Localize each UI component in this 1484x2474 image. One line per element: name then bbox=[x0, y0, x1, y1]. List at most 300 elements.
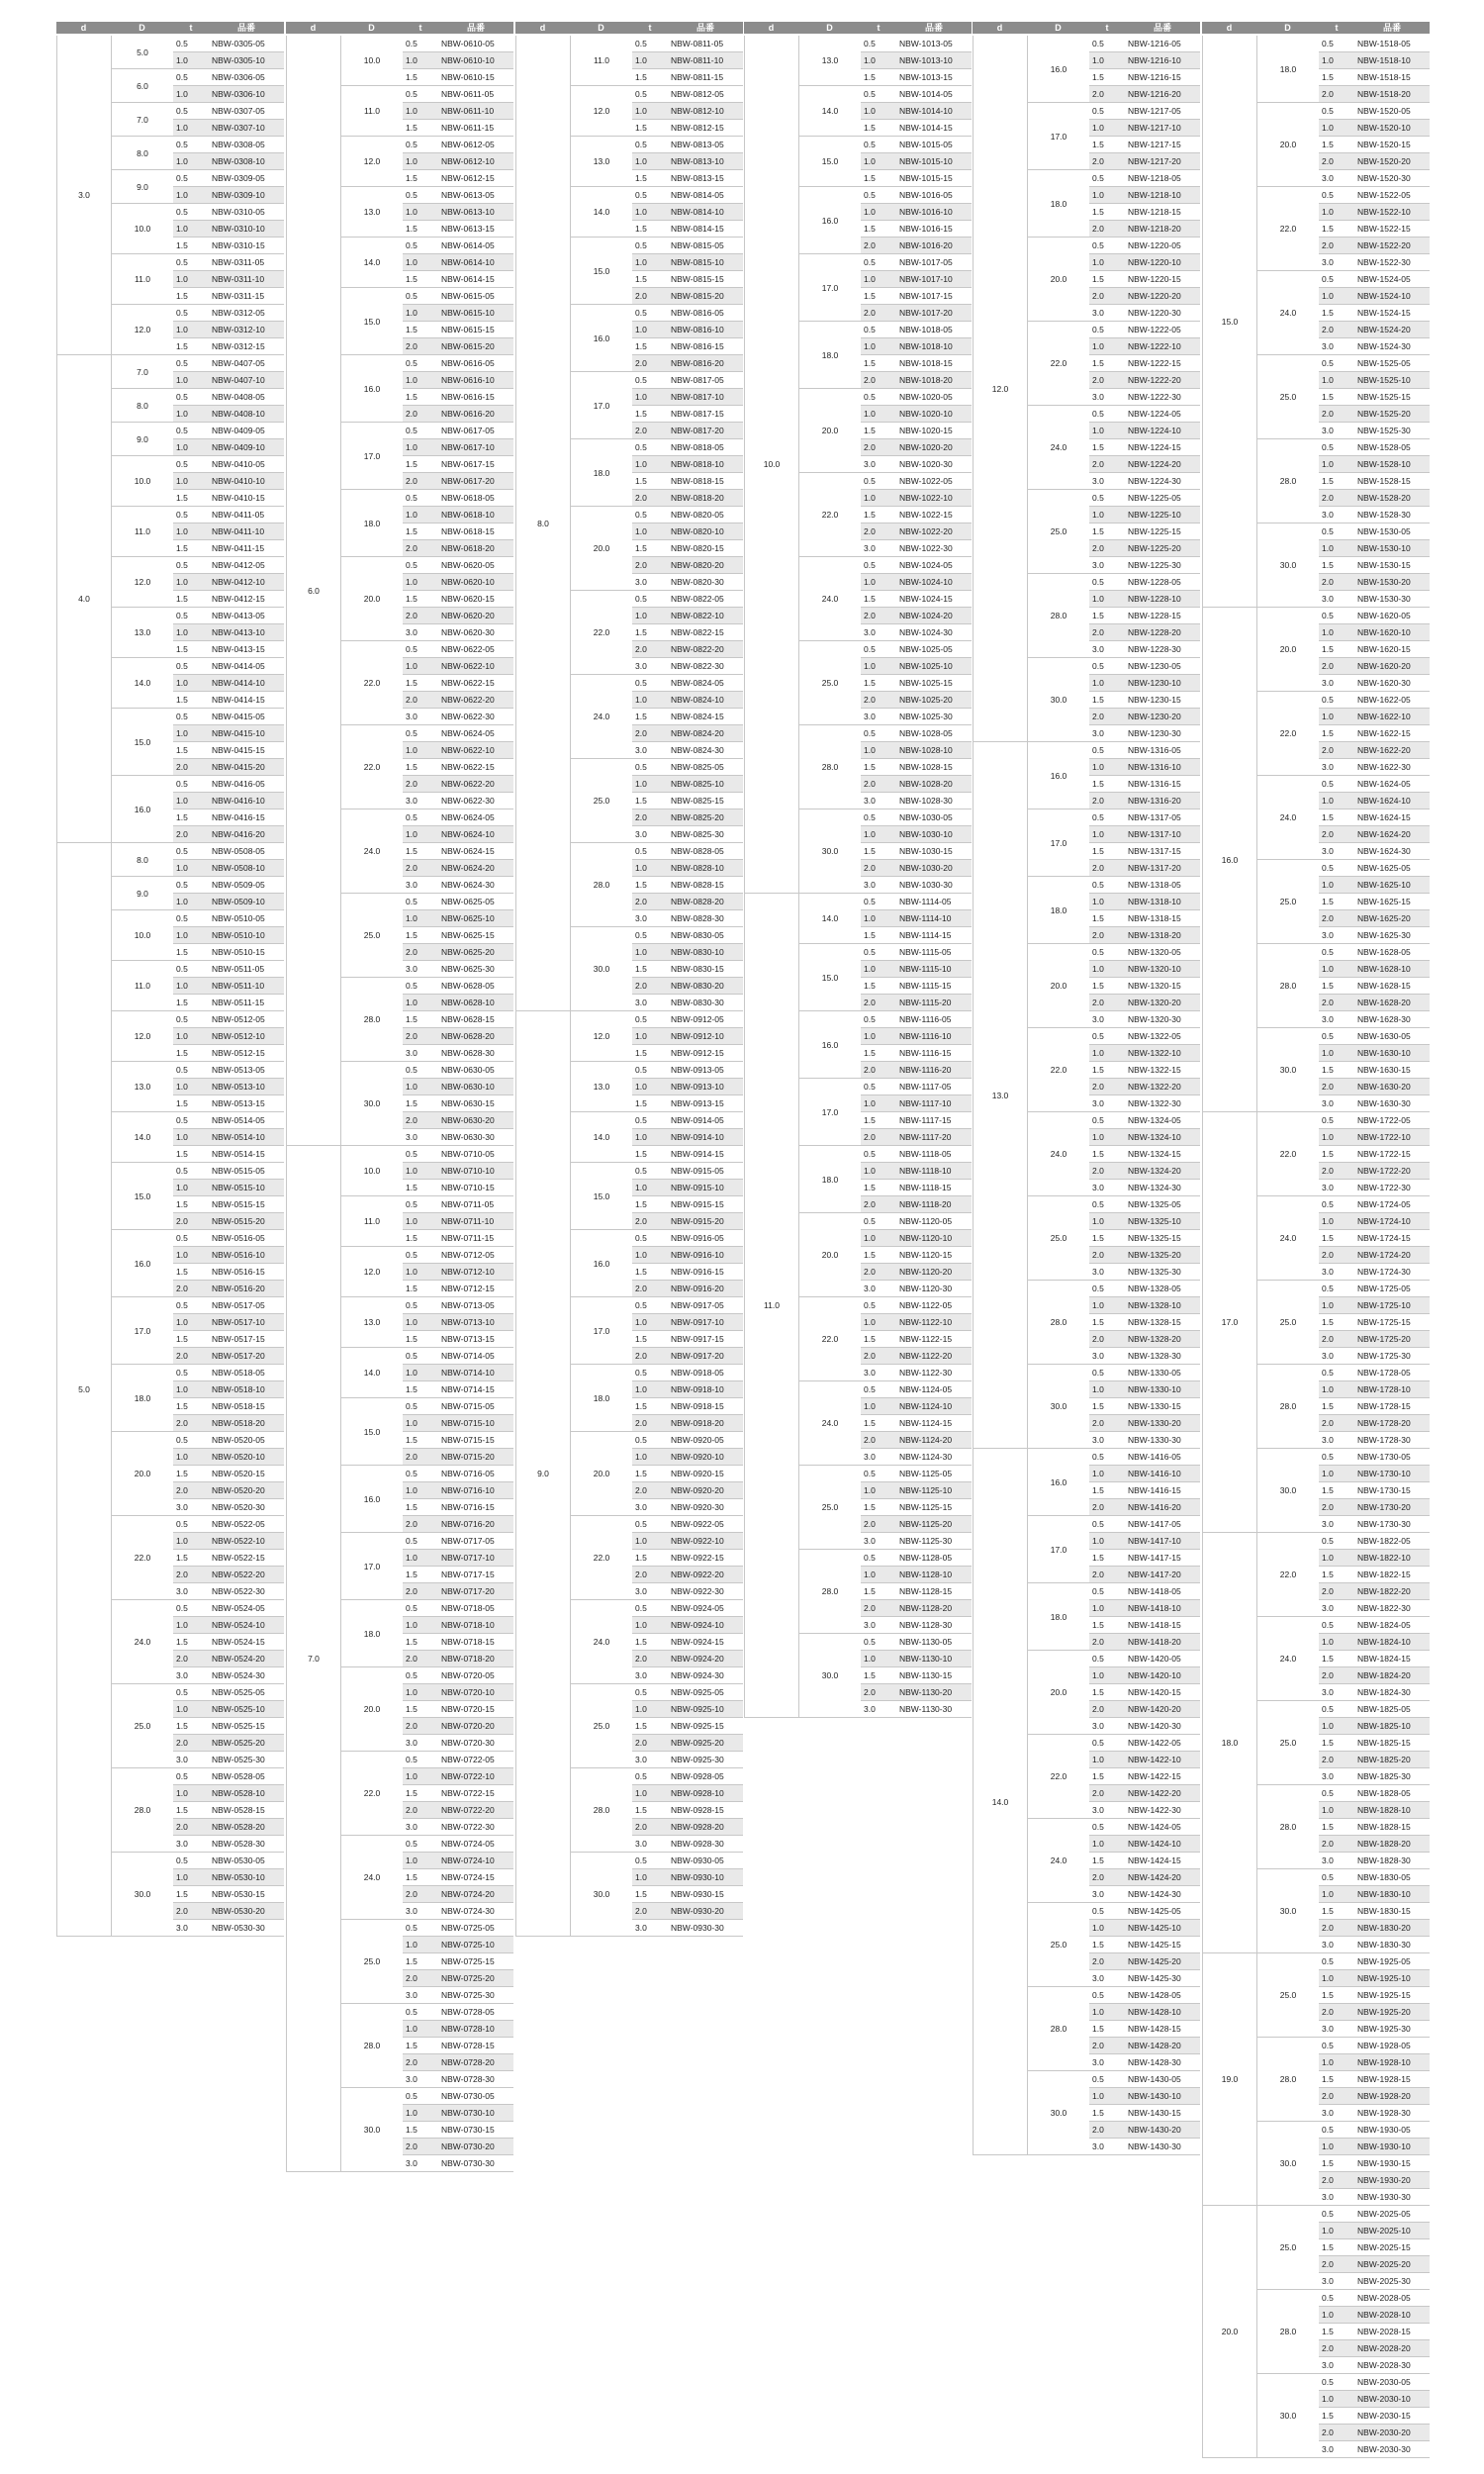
part-number-cell: NBW-1725-20 bbox=[1354, 1331, 1430, 1348]
part-number-cell: NBW-0916-15 bbox=[668, 1264, 743, 1281]
thickness-cell: 2.0 bbox=[1319, 1499, 1354, 1516]
part-number-cell: NBW-0713-10 bbox=[438, 1314, 513, 1331]
part-number-cell: NBW-1228-20 bbox=[1125, 624, 1200, 641]
thickness-cell: 0.5 bbox=[173, 877, 209, 894]
outer-diameter-cell: 25.0 bbox=[1027, 1903, 1089, 1987]
outer-diameter-cell: 14.0 bbox=[340, 238, 403, 288]
part-number-cell: NBW-0720-30 bbox=[438, 1735, 513, 1752]
part-number-cell: NBW-1724-30 bbox=[1354, 1264, 1430, 1281]
outer-diameter-cell: 25.0 bbox=[1256, 355, 1319, 439]
outer-diameter-cell: 30.0 bbox=[1027, 658, 1089, 742]
outer-diameter-cell: 24.0 bbox=[111, 1600, 173, 1684]
thickness-cell: 1.5 bbox=[403, 1281, 438, 1297]
outer-diameter-cell: 18.0 bbox=[570, 439, 632, 507]
thickness-cell: 2.0 bbox=[403, 1112, 438, 1129]
thickness-cell: 2.0 bbox=[173, 826, 209, 843]
part-number-cell: NBW-1925-20 bbox=[1354, 2004, 1430, 2021]
thickness-cell: 2.0 bbox=[1319, 658, 1354, 675]
part-number-cell: NBW-0515-10 bbox=[209, 1180, 284, 1196]
outer-diameter-cell: 16.0 bbox=[1027, 36, 1089, 103]
part-number-cell: NBW-1028-10 bbox=[896, 742, 972, 759]
thickness-cell: 1.5 bbox=[1089, 1550, 1125, 1567]
thickness-cell: 1.0 bbox=[173, 1180, 209, 1196]
outer-diameter-cell: 24.0 bbox=[570, 675, 632, 759]
thickness-cell: 3.0 bbox=[861, 1701, 896, 1718]
thickness-cell: 1.0 bbox=[173, 1028, 209, 1045]
thickness-cell: 0.5 bbox=[632, 1684, 668, 1701]
outer-diameter-cell: 28.0 bbox=[798, 725, 861, 809]
part-number-cell: NBW-1128-20 bbox=[896, 1600, 972, 1617]
thickness-cell: 0.5 bbox=[632, 1600, 668, 1617]
thickness-cell: 1.5 bbox=[1089, 1230, 1125, 1247]
thickness-cell: 3.0 bbox=[1319, 1264, 1354, 1281]
thickness-cell: 0.5 bbox=[173, 1011, 209, 1028]
part-number-cell: NBW-1124-15 bbox=[896, 1415, 972, 1432]
part-number-cell: NBW-1824-20 bbox=[1354, 1667, 1430, 1684]
thickness-cell: 0.5 bbox=[1089, 1903, 1125, 1920]
part-number-cell: NBW-0312-10 bbox=[209, 322, 284, 338]
thickness-cell: 2.0 bbox=[1319, 1163, 1354, 1180]
thickness-cell: 2.0 bbox=[1319, 1247, 1354, 1264]
part-number-cell: NBW-1324-30 bbox=[1125, 1180, 1200, 1196]
part-number-cell: NBW-1928-20 bbox=[1354, 2088, 1430, 2105]
thickness-cell: 3.0 bbox=[1089, 1802, 1125, 1819]
thickness-cell: 0.5 bbox=[1319, 271, 1354, 288]
thickness-cell: 1.0 bbox=[632, 1028, 668, 1045]
part-number-cell: NBW-1828-05 bbox=[1354, 1785, 1430, 1802]
thickness-cell: 1.5 bbox=[1089, 1937, 1125, 1953]
thickness-cell: 3.0 bbox=[1319, 170, 1354, 187]
part-number-cell: NBW-1225-10 bbox=[1125, 507, 1200, 523]
part-number-cell: NBW-1022-05 bbox=[896, 473, 972, 490]
thickness-cell: 1.0 bbox=[1319, 204, 1354, 221]
part-number-cell: NBW-0524-20 bbox=[209, 1651, 284, 1667]
thickness-cell: 1.5 bbox=[861, 170, 896, 187]
thickness-cell: 1.5 bbox=[1089, 1062, 1125, 1079]
thickness-cell: 3.0 bbox=[1319, 1180, 1354, 1196]
thickness-cell: 0.5 bbox=[173, 1230, 209, 1247]
outer-diameter-cell: 24.0 bbox=[1027, 1819, 1089, 1903]
thickness-cell: 3.0 bbox=[403, 877, 438, 894]
part-number-cell: NBW-0616-05 bbox=[438, 355, 513, 372]
thickness-cell: 3.0 bbox=[403, 961, 438, 978]
thickness-cell: 0.5 bbox=[403, 725, 438, 742]
outer-diameter-cell: 16.0 bbox=[111, 1230, 173, 1297]
thickness-cell: 0.5 bbox=[861, 1297, 896, 1314]
part-number-cell: NBW-1028-20 bbox=[896, 776, 972, 793]
thickness-cell: 1.0 bbox=[173, 793, 209, 809]
thickness-cell: 0.5 bbox=[1319, 523, 1354, 540]
thickness-cell: 1.5 bbox=[1089, 2105, 1125, 2122]
part-number-cell: NBW-0624-10 bbox=[438, 826, 513, 843]
thickness-cell: 1.0 bbox=[1089, 894, 1125, 910]
thickness-cell: 0.5 bbox=[632, 372, 668, 389]
thickness-cell: 1.0 bbox=[1319, 1213, 1354, 1230]
part-number-cell: NBW-1525-05 bbox=[1354, 355, 1430, 372]
thickness-cell: 1.0 bbox=[173, 120, 209, 137]
part-number-cell: NBW-1425-30 bbox=[1125, 1970, 1200, 1987]
thickness-cell: 2.0 bbox=[632, 1415, 668, 1432]
part-number-cell: NBW-0613-05 bbox=[438, 187, 513, 204]
part-number-cell: NBW-2025-05 bbox=[1354, 2206, 1430, 2223]
part-number-cell: NBW-1128-30 bbox=[896, 1617, 972, 1634]
part-number-cell: NBW-1115-20 bbox=[896, 995, 972, 1011]
thickness-cell: 2.0 bbox=[1319, 826, 1354, 843]
part-number-cell: NBW-1014-15 bbox=[896, 120, 972, 137]
part-number-cell: NBW-1114-05 bbox=[896, 894, 972, 910]
thickness-cell: 3.0 bbox=[861, 709, 896, 725]
part-number-cell: NBW-1217-15 bbox=[1125, 137, 1200, 153]
thickness-cell: 1.5 bbox=[403, 322, 438, 338]
part-number-cell: NBW-1420-10 bbox=[1125, 1667, 1200, 1684]
thickness-cell: 0.5 bbox=[173, 1684, 209, 1701]
part-number-cell: NBW-1322-20 bbox=[1125, 1079, 1200, 1095]
part-number-cell: NBW-0413-05 bbox=[209, 608, 284, 624]
thickness-cell: 1.0 bbox=[861, 1398, 896, 1415]
outer-diameter-cell: 20.0 bbox=[340, 1667, 403, 1752]
outer-diameter-cell: 25.0 bbox=[798, 1466, 861, 1550]
thickness-cell: 2.0 bbox=[861, 776, 896, 793]
part-number-cell: NBW-0928-10 bbox=[668, 1785, 743, 1802]
part-number-cell: NBW-0515-20 bbox=[209, 1213, 284, 1230]
thickness-cell: 0.5 bbox=[1089, 1365, 1125, 1381]
part-number-cell: NBW-1430-15 bbox=[1125, 2105, 1200, 2122]
thickness-cell: 3.0 bbox=[861, 456, 896, 473]
part-number-cell: NBW-1418-15 bbox=[1125, 1617, 1200, 1634]
part-number-cell: NBW-0930-30 bbox=[668, 1920, 743, 1937]
thickness-cell: 1.5 bbox=[403, 170, 438, 187]
part-number-cell: NBW-0918-20 bbox=[668, 1415, 743, 1432]
outer-diameter-cell: 16.0 bbox=[340, 355, 403, 423]
part-number-cell: NBW-1622-20 bbox=[1354, 742, 1430, 759]
outer-diameter-cell: 15.0 bbox=[798, 944, 861, 1011]
thickness-cell: 3.0 bbox=[1089, 1011, 1125, 1028]
part-number-cell: NBW-1125-15 bbox=[896, 1499, 972, 1516]
part-number-cell: NBW-1325-05 bbox=[1125, 1196, 1200, 1213]
thickness-cell: 1.0 bbox=[403, 658, 438, 675]
thickness-cell: 1.0 bbox=[1319, 372, 1354, 389]
part-number-cell: NBW-0913-15 bbox=[668, 1095, 743, 1112]
thickness-cell: 3.0 bbox=[632, 1583, 668, 1600]
outer-diameter-cell: 25.0 bbox=[1256, 1281, 1319, 1365]
thickness-cell: 2.0 bbox=[861, 439, 896, 456]
inner-diameter-cell: 5.0 bbox=[56, 843, 111, 1937]
part-number-cell: NBW-0718-10 bbox=[438, 1617, 513, 1634]
thickness-cell: 1.5 bbox=[1089, 1768, 1125, 1785]
thickness-cell: 1.5 bbox=[1319, 2071, 1354, 2088]
part-number-cell: NBW-1322-30 bbox=[1125, 1095, 1200, 1112]
thickness-cell: 3.0 bbox=[1089, 1095, 1125, 1112]
thickness-cell: 1.0 bbox=[1089, 2004, 1125, 2021]
thickness-cell: 2.0 bbox=[1089, 2038, 1125, 2054]
part-number-cell: NBW-1417-15 bbox=[1125, 1550, 1200, 1567]
thickness-cell: 2.0 bbox=[403, 776, 438, 793]
outer-diameter-cell: 12.0 bbox=[340, 1247, 403, 1297]
thickness-cell: 1.5 bbox=[173, 1146, 209, 1163]
thickness-cell: 1.0 bbox=[632, 1180, 668, 1196]
thickness-cell: 0.5 bbox=[1089, 658, 1125, 675]
thickness-cell: 1.5 bbox=[173, 809, 209, 826]
part-number-cell: NBW-1328-10 bbox=[1125, 1297, 1200, 1314]
thickness-cell: 0.5 bbox=[403, 137, 438, 153]
outer-diameter-cell: 14.0 bbox=[798, 86, 861, 137]
part-number-cell: NBW-0528-10 bbox=[209, 1785, 284, 1802]
thickness-cell: 3.0 bbox=[173, 1920, 209, 1937]
part-number-cell: NBW-0630-20 bbox=[438, 1112, 513, 1129]
part-number-cell: NBW-0616-10 bbox=[438, 372, 513, 389]
thickness-cell: 2.0 bbox=[632, 641, 668, 658]
thickness-cell: 3.0 bbox=[1089, 1970, 1125, 1987]
part-number-cell: NBW-0528-15 bbox=[209, 1802, 284, 1819]
thickness-cell: 3.0 bbox=[1089, 1432, 1125, 1449]
part-number-cell: NBW-0717-05 bbox=[438, 1533, 513, 1550]
outer-diameter-cell: 25.0 bbox=[570, 759, 632, 843]
part-number-cell: NBW-1230-05 bbox=[1125, 658, 1200, 675]
thickness-cell: 1.0 bbox=[173, 1533, 209, 1550]
thickness-cell: 1.0 bbox=[403, 1768, 438, 1785]
thickness-cell: 1.0 bbox=[1089, 1667, 1125, 1684]
outer-diameter-cell: 10.0 bbox=[340, 36, 403, 86]
outer-diameter-cell: 16.0 bbox=[340, 1466, 403, 1533]
part-number-cell: NBW-1018-05 bbox=[896, 322, 972, 338]
thickness-cell: 1.0 bbox=[861, 1482, 896, 1499]
thickness-cell: 2.0 bbox=[1319, 995, 1354, 1011]
outer-diameter-cell: 22.0 bbox=[1256, 692, 1319, 776]
thickness-cell: 1.0 bbox=[403, 1482, 438, 1499]
outer-diameter-cell: 12.0 bbox=[111, 305, 173, 355]
outer-diameter-cell: 30.0 bbox=[1027, 1365, 1089, 1449]
part-number-cell: NBW-0912-10 bbox=[668, 1028, 743, 1045]
outer-diameter-cell: 30.0 bbox=[798, 1634, 861, 1718]
part-number-cell: NBW-0922-15 bbox=[668, 1550, 743, 1567]
thickness-cell: 1.0 bbox=[1319, 2391, 1354, 2408]
thickness-cell: 3.0 bbox=[403, 2155, 438, 2172]
outer-diameter-cell: 30.0 bbox=[1256, 1449, 1319, 1533]
thickness-cell: 0.5 bbox=[861, 557, 896, 574]
outer-diameter-cell: 20.0 bbox=[1256, 103, 1319, 187]
thickness-cell: 1.0 bbox=[173, 52, 209, 69]
part-number-cell: NBW-0413-10 bbox=[209, 624, 284, 641]
thickness-cell: 0.5 bbox=[632, 36, 668, 52]
outer-diameter-cell: 20.0 bbox=[1027, 944, 1089, 1028]
part-number-cell: NBW-1828-10 bbox=[1354, 1802, 1430, 1819]
thickness-cell: 1.5 bbox=[403, 456, 438, 473]
outer-diameter-cell: 16.0 bbox=[570, 1230, 632, 1297]
thickness-cell: 0.5 bbox=[861, 86, 896, 103]
thickness-cell: 1.0 bbox=[173, 574, 209, 591]
thickness-cell: 1.5 bbox=[403, 221, 438, 238]
thickness-cell: 2.0 bbox=[861, 1129, 896, 1146]
part-number-cell: NBW-0414-15 bbox=[209, 692, 284, 709]
thickness-cell: 1.5 bbox=[861, 221, 896, 238]
thickness-cell: 1.0 bbox=[632, 254, 668, 271]
part-number-cell: NBW-1428-05 bbox=[1125, 1987, 1200, 2004]
thickness-cell: 1.5 bbox=[861, 1583, 896, 1600]
part-number-cell: NBW-1430-20 bbox=[1125, 2122, 1200, 2139]
thickness-cell: 1.0 bbox=[632, 1079, 668, 1095]
thickness-cell: 2.0 bbox=[1089, 1869, 1125, 1886]
thickness-cell: 3.0 bbox=[1319, 507, 1354, 523]
thickness-cell: 0.5 bbox=[1089, 1651, 1125, 1667]
part-number-cell: NBW-0725-05 bbox=[438, 1920, 513, 1937]
part-number-cell: NBW-0928-30 bbox=[668, 1836, 743, 1853]
part-number-cell: NBW-1430-05 bbox=[1125, 2071, 1200, 2088]
part-number-cell: NBW-0913-05 bbox=[668, 1062, 743, 1079]
part-number-cell: NBW-0415-20 bbox=[209, 759, 284, 776]
thickness-cell: 1.5 bbox=[403, 1567, 438, 1583]
thickness-cell: 1.0 bbox=[861, 338, 896, 355]
part-number-cell: NBW-1030-05 bbox=[896, 809, 972, 826]
outer-diameter-cell: 24.0 bbox=[340, 1836, 403, 1920]
thickness-cell: 1.0 bbox=[1319, 1129, 1354, 1146]
part-number-cell: NBW-0516-15 bbox=[209, 1264, 284, 1281]
outer-diameter-cell: 25.0 bbox=[1256, 860, 1319, 944]
part-number-cell: NBW-0305-10 bbox=[209, 52, 284, 69]
part-number-cell: NBW-1230-15 bbox=[1125, 692, 1200, 709]
part-number-cell: NBW-0625-20 bbox=[438, 944, 513, 961]
part-number-cell: NBW-1125-20 bbox=[896, 1516, 972, 1533]
thickness-cell: 1.0 bbox=[173, 271, 209, 288]
thickness-cell: 0.5 bbox=[632, 1062, 668, 1079]
thickness-cell: 1.5 bbox=[861, 1331, 896, 1348]
thickness-cell: 1.5 bbox=[632, 338, 668, 355]
part-number-cell: NBW-0628-30 bbox=[438, 1045, 513, 1062]
part-number-cell: NBW-1730-15 bbox=[1354, 1482, 1430, 1499]
part-number-cell: NBW-0622-05 bbox=[438, 641, 513, 658]
part-number-cell: NBW-0818-15 bbox=[668, 473, 743, 490]
thickness-cell: 2.0 bbox=[861, 238, 896, 254]
part-number-cell: NBW-0728-15 bbox=[438, 2038, 513, 2054]
thickness-cell: 1.0 bbox=[173, 1785, 209, 1802]
part-number-cell: NBW-0311-05 bbox=[209, 254, 284, 271]
thickness-cell: 1.5 bbox=[173, 995, 209, 1011]
thickness-cell: 0.5 bbox=[403, 1836, 438, 1853]
part-number-cell: NBW-0915-20 bbox=[668, 1213, 743, 1230]
part-number-cell: NBW-1218-20 bbox=[1125, 221, 1200, 238]
outer-diameter-cell: 17.0 bbox=[1027, 809, 1089, 877]
part-number-cell: NBW-1114-15 bbox=[896, 927, 972, 944]
part-number-cell: NBW-0310-15 bbox=[209, 238, 284, 254]
part-number-cell: NBW-2030-20 bbox=[1354, 2425, 1430, 2441]
part-number-cell: NBW-0530-30 bbox=[209, 1920, 284, 1937]
thickness-cell: 1.5 bbox=[1319, 2324, 1354, 2340]
thickness-cell: 2.0 bbox=[632, 355, 668, 372]
part-number-cell: NBW-0813-05 bbox=[668, 137, 743, 153]
part-number-cell: NBW-1730-20 bbox=[1354, 1499, 1430, 1516]
thickness-cell: 1.5 bbox=[1089, 137, 1125, 153]
thickness-cell: 2.0 bbox=[861, 1196, 896, 1213]
part-number-cell: NBW-1015-10 bbox=[896, 153, 972, 170]
part-number-cell: NBW-1824-15 bbox=[1354, 1651, 1430, 1667]
part-number-cell: NBW-1220-10 bbox=[1125, 254, 1200, 271]
thickness-cell: 0.5 bbox=[861, 1146, 896, 1163]
part-number-cell: NBW-2025-30 bbox=[1354, 2273, 1430, 2290]
thickness-cell: 3.0 bbox=[861, 1365, 896, 1381]
outer-diameter-cell: 15.0 bbox=[340, 288, 403, 355]
part-number-cell: NBW-1220-30 bbox=[1125, 305, 1200, 322]
thickness-cell: 0.5 bbox=[1319, 1533, 1354, 1550]
thickness-cell: 1.5 bbox=[1089, 1853, 1125, 1869]
part-number-cell: NBW-0811-05 bbox=[668, 36, 743, 52]
thickness-cell: 1.0 bbox=[861, 742, 896, 759]
thickness-cell: 1.5 bbox=[1319, 1651, 1354, 1667]
part-number-cell: NBW-1028-15 bbox=[896, 759, 972, 776]
column-header-d: d bbox=[286, 22, 340, 34]
part-number-cell: NBW-0518-20 bbox=[209, 1415, 284, 1432]
part-number-cell: NBW-0722-30 bbox=[438, 1819, 513, 1836]
part-number-cell: NBW-0524-10 bbox=[209, 1617, 284, 1634]
thickness-cell: 1.0 bbox=[403, 2105, 438, 2122]
thickness-cell: 1.0 bbox=[173, 1129, 209, 1146]
thickness-cell: 1.0 bbox=[173, 153, 209, 170]
thickness-cell: 0.5 bbox=[632, 1011, 668, 1028]
thickness-cell: 1.5 bbox=[632, 1634, 668, 1651]
thickness-cell: 1.0 bbox=[861, 204, 896, 221]
thickness-cell: 1.5 bbox=[1089, 355, 1125, 372]
part-number-cell: NBW-1120-10 bbox=[896, 1230, 972, 1247]
part-number-cell: NBW-1930-30 bbox=[1354, 2189, 1430, 2206]
part-number-cell: NBW-0525-05 bbox=[209, 1684, 284, 1701]
part-number-cell: NBW-0925-10 bbox=[668, 1701, 743, 1718]
part-number-cell: NBW-0620-20 bbox=[438, 608, 513, 624]
outer-diameter-cell: 12.0 bbox=[111, 1011, 173, 1062]
part-number-cell: NBW-1424-30 bbox=[1125, 1886, 1200, 1903]
part-number-cell: NBW-1220-15 bbox=[1125, 271, 1200, 288]
part-number-cell: NBW-0407-05 bbox=[209, 355, 284, 372]
part-number-cell: NBW-0624-05 bbox=[438, 725, 513, 742]
part-number-cell: NBW-0728-10 bbox=[438, 2021, 513, 2038]
outer-diameter-cell: 12.0 bbox=[570, 1011, 632, 1062]
column-header-d: d bbox=[744, 22, 798, 34]
part-number-cell: NBW-1620-15 bbox=[1354, 641, 1430, 658]
part-number-cell: NBW-1222-15 bbox=[1125, 355, 1200, 372]
thickness-cell: 3.0 bbox=[1319, 1768, 1354, 1785]
thickness-cell: 1.0 bbox=[1089, 52, 1125, 69]
thickness-cell: 1.5 bbox=[403, 1180, 438, 1196]
thickness-cell: 2.0 bbox=[403, 1449, 438, 1466]
thickness-cell: 0.5 bbox=[1319, 860, 1354, 877]
part-number-cell: NBW-1328-05 bbox=[1125, 1281, 1200, 1297]
part-number-cell: NBW-1320-10 bbox=[1125, 961, 1200, 978]
part-number-cell: NBW-0725-20 bbox=[438, 1970, 513, 1987]
part-number-cell: NBW-1122-30 bbox=[896, 1365, 972, 1381]
thickness-cell: 1.5 bbox=[403, 389, 438, 406]
part-number-cell: NBW-0524-05 bbox=[209, 1600, 284, 1617]
thickness-cell: 3.0 bbox=[1319, 1516, 1354, 1533]
thickness-cell: 1.5 bbox=[1089, 978, 1125, 995]
part-number-cell: NBW-1428-10 bbox=[1125, 2004, 1200, 2021]
thickness-cell: 3.0 bbox=[632, 1836, 668, 1853]
thickness-cell: 2.0 bbox=[1089, 86, 1125, 103]
thickness-cell: 1.0 bbox=[173, 322, 209, 338]
part-number-cell: NBW-1122-10 bbox=[896, 1314, 972, 1331]
thickness-cell: 1.0 bbox=[632, 1869, 668, 1886]
inner-diameter-cell: 3.0 bbox=[56, 36, 111, 355]
part-number-cell: NBW-0717-20 bbox=[438, 1583, 513, 1600]
thickness-cell: 2.0 bbox=[1089, 995, 1125, 1011]
thickness-cell: 2.0 bbox=[403, 406, 438, 423]
part-number-cell: NBW-0716-05 bbox=[438, 1466, 513, 1482]
part-number-cell: NBW-0714-10 bbox=[438, 1365, 513, 1381]
thickness-cell: 0.5 bbox=[1089, 103, 1125, 120]
thickness-cell: 0.5 bbox=[403, 1667, 438, 1684]
thickness-cell: 2.0 bbox=[632, 288, 668, 305]
thickness-cell: 1.5 bbox=[1089, 2021, 1125, 2038]
part-number-cell: NBW-0728-05 bbox=[438, 2004, 513, 2021]
part-number-cell: NBW-1528-05 bbox=[1354, 439, 1430, 456]
thickness-cell: 3.0 bbox=[1319, 2105, 1354, 2122]
thickness-cell: 1.0 bbox=[1319, 1886, 1354, 1903]
